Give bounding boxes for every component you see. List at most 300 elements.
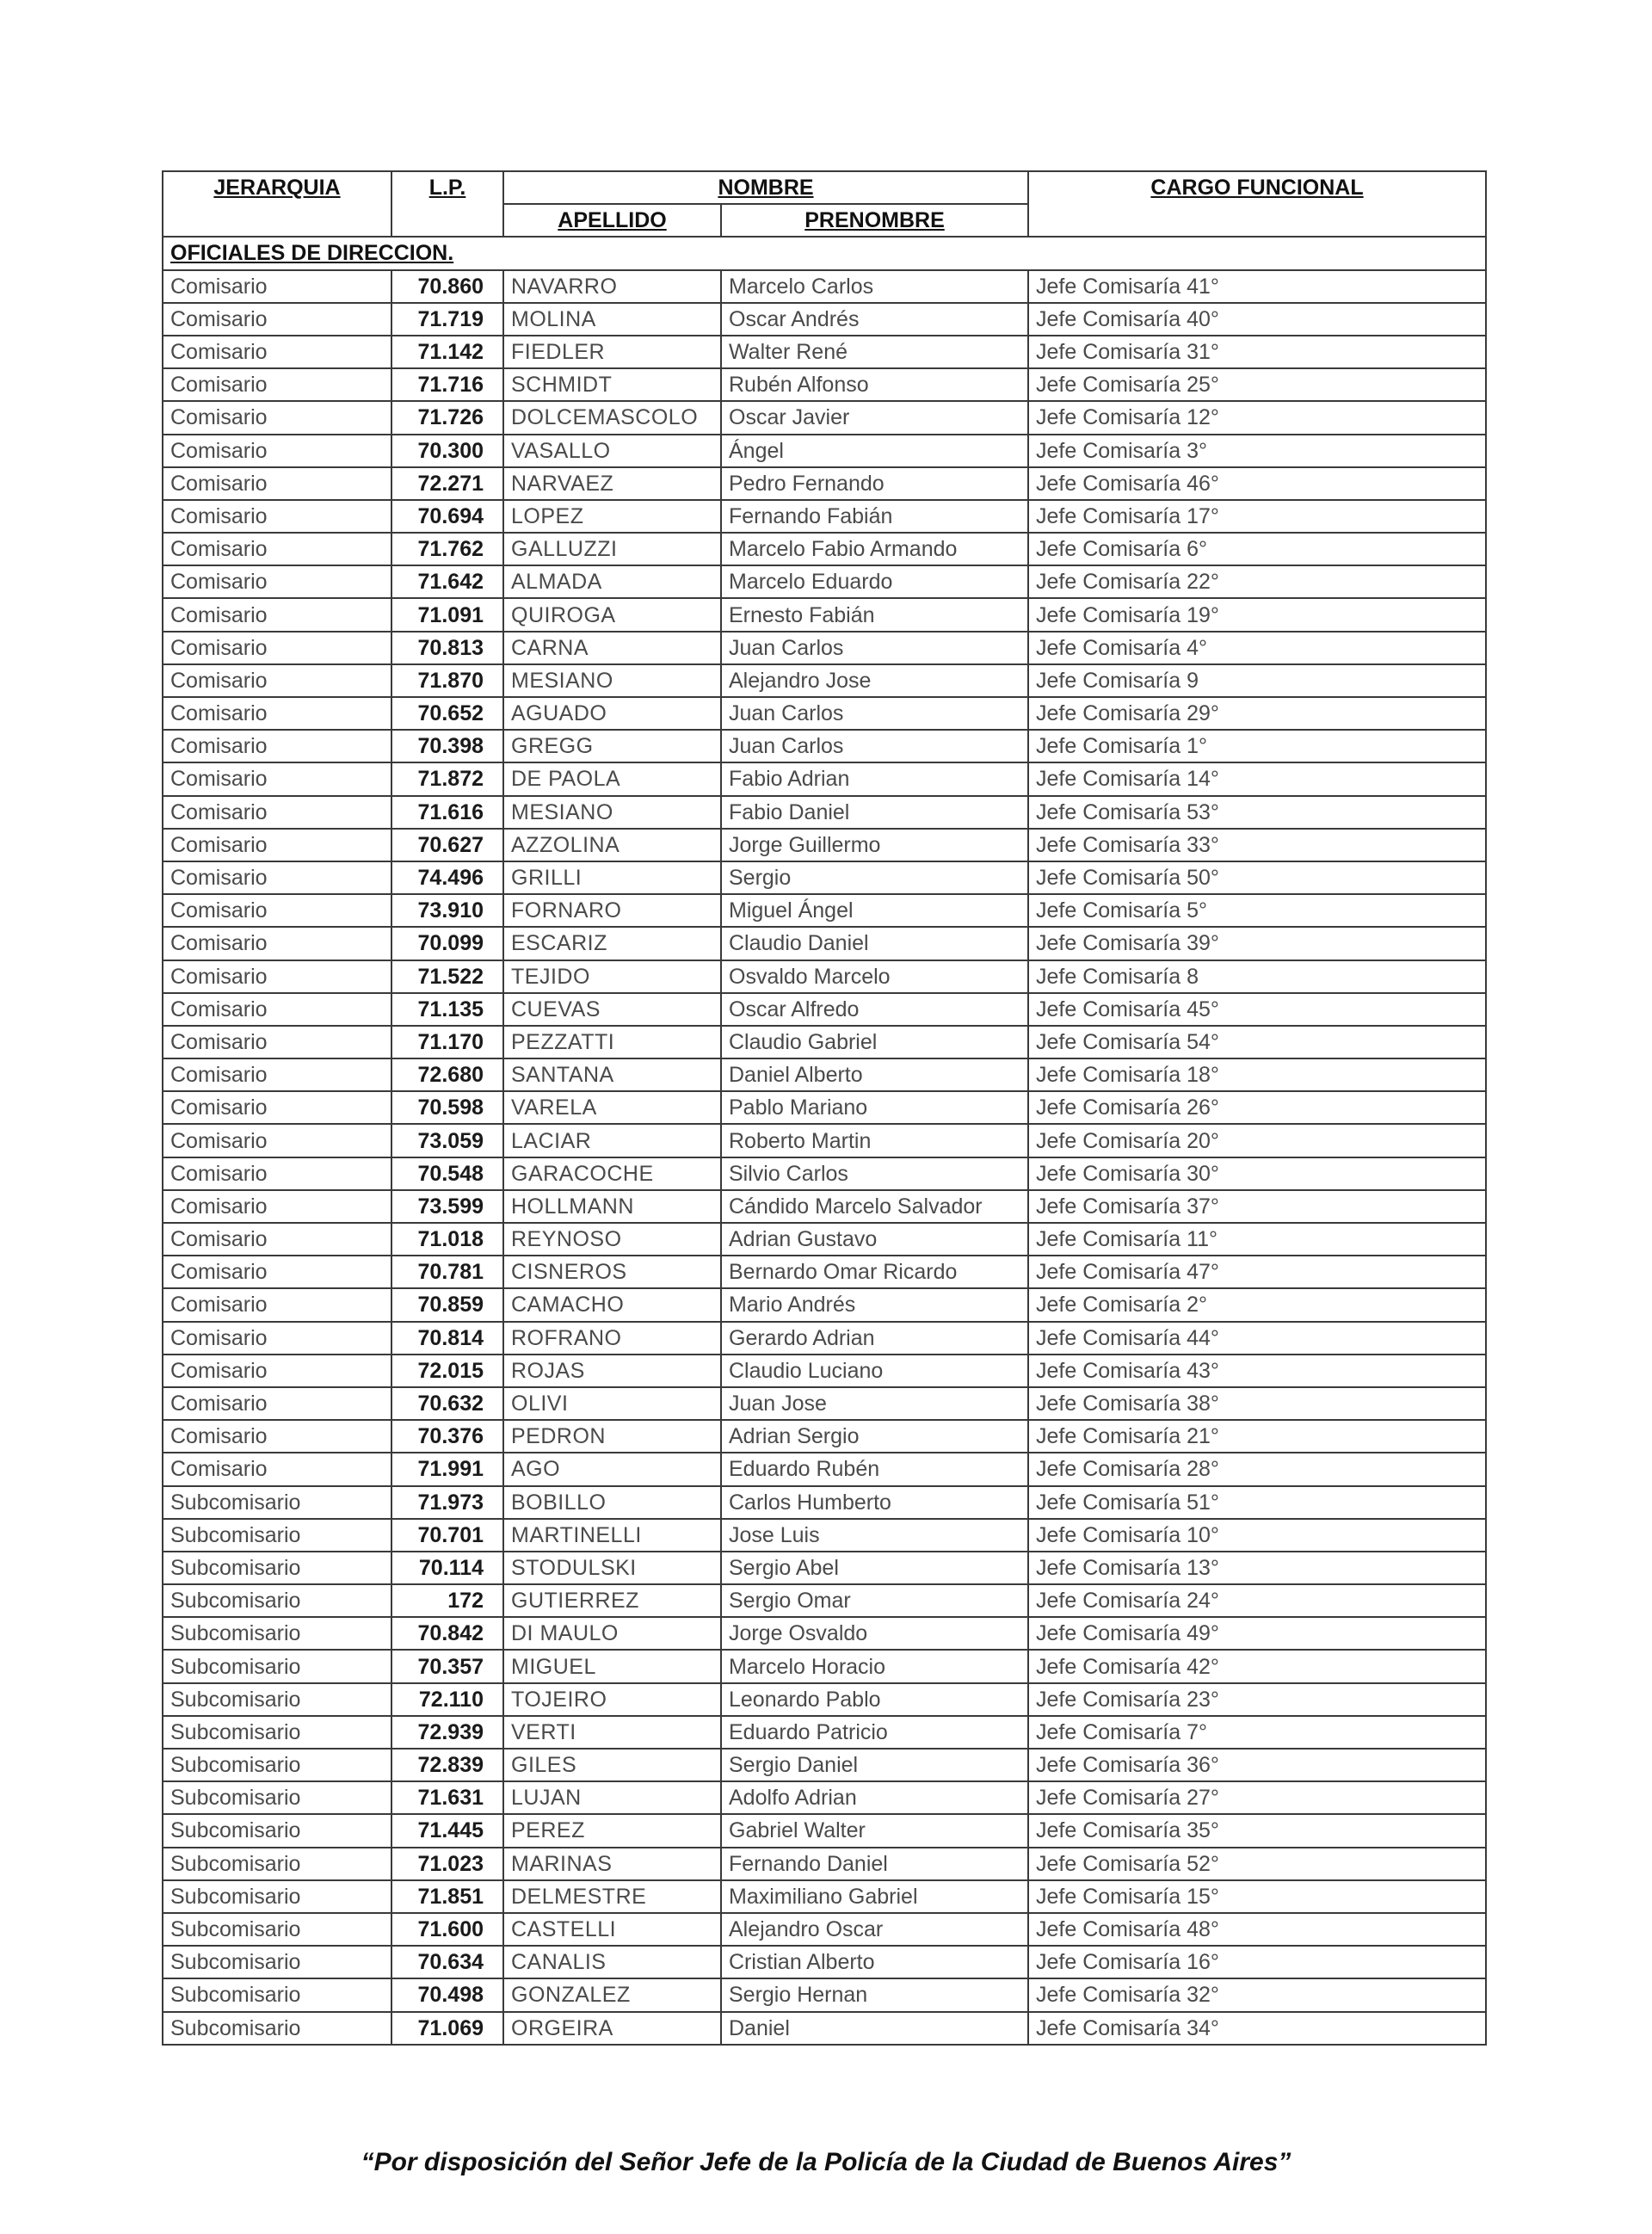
cell-jerarquia: Comisario — [163, 1288, 391, 1321]
table-row — [163, 1781, 1486, 1814]
cell-prenombre: Gerardo Adrian — [721, 1322, 1028, 1355]
cell-lp: 70.300 — [391, 435, 503, 467]
table-row — [163, 1978, 1486, 2011]
cell-apellido: QUIROGA — [503, 598, 721, 631]
table-row — [163, 401, 1486, 434]
table-row — [163, 1091, 1486, 1124]
cell-jerarquia: Subcomisario — [163, 1716, 391, 1749]
cell-jerarquia: Subcomisario — [163, 1781, 391, 1814]
cell-jerarquia: Comisario — [163, 762, 391, 795]
cell-prenombre: Ángel — [721, 435, 1028, 467]
cell-prenombre: Juan Carlos — [721, 697, 1028, 730]
section-title: OFICIALES DE DIRECCION. — [163, 237, 1486, 269]
cell-lp: 70.859 — [391, 1288, 503, 1321]
cell-lp: 71.716 — [391, 368, 503, 401]
cell-cargo: Jefe Comisaría 50° — [1028, 861, 1486, 894]
cell-jerarquia: Comisario — [163, 401, 391, 434]
cell-apellido: LUJAN — [503, 1781, 721, 1814]
table-row — [163, 1584, 1486, 1617]
cell-cargo: Jefe Comisaría 47° — [1028, 1256, 1486, 1288]
cell-cargo: Jefe Comisaría 5° — [1028, 894, 1486, 927]
table-row — [163, 1617, 1486, 1650]
cell-apellido: ALMADA — [503, 565, 721, 598]
table-row — [163, 1124, 1486, 1157]
cell-apellido: CISNEROS — [503, 1256, 721, 1288]
cell-apellido: NARVAEZ — [503, 467, 721, 500]
cell-lp: 71.142 — [391, 336, 503, 368]
cell-apellido: AGO — [503, 1453, 721, 1485]
cell-prenombre: Sergio Hernan — [721, 1978, 1028, 2011]
cell-cargo: Jefe Comisaría 16° — [1028, 1946, 1486, 1978]
table-row — [163, 1716, 1486, 1749]
cell-jerarquia: Comisario — [163, 270, 391, 303]
table-row — [163, 960, 1486, 993]
cell-prenombre: Ernesto Fabián — [721, 598, 1028, 631]
cell-jerarquia: Subcomisario — [163, 1683, 391, 1716]
table-row — [163, 861, 1486, 894]
cell-jerarquia: Comisario — [163, 1157, 391, 1190]
cell-lp: 71.726 — [391, 401, 503, 434]
cell-cargo: Jefe Comisaría 31° — [1028, 336, 1486, 368]
cell-jerarquia: Comisario — [163, 697, 391, 730]
cell-apellido: LOPEZ — [503, 500, 721, 533]
cell-apellido: TOJEIRO — [503, 1683, 721, 1716]
cell-jerarquia: Comisario — [163, 467, 391, 500]
cell-prenombre: Rubén Alfonso — [721, 368, 1028, 401]
table-row — [163, 533, 1486, 565]
cell-jerarquia: Subcomisario — [163, 1913, 391, 1946]
table-row — [163, 500, 1486, 533]
cell-jerarquia: Subcomisario — [163, 1519, 391, 1552]
table-row — [163, 1486, 1486, 1519]
cell-apellido: LACIAR — [503, 1124, 721, 1157]
header-apellido: APELLIDO — [503, 204, 721, 237]
cell-lp: 73.599 — [391, 1190, 503, 1223]
cell-apellido: GREGG — [503, 730, 721, 762]
table-row — [163, 303, 1486, 336]
cell-lp: 71.445 — [391, 1814, 503, 1847]
cell-prenombre: Fernando Daniel — [721, 1848, 1028, 1880]
cell-jerarquia: Comisario — [163, 1322, 391, 1355]
cell-prenombre: Fabio Adrian — [721, 762, 1028, 795]
cell-lp: 71.135 — [391, 993, 503, 1026]
cell-apellido: REYNOSO — [503, 1223, 721, 1256]
cell-cargo: Jefe Comisaría 54° — [1028, 1026, 1486, 1058]
cell-cargo: Jefe Comisaría 4° — [1028, 632, 1486, 664]
cell-jerarquia: Subcomisario — [163, 1617, 391, 1650]
cell-lp: 71.091 — [391, 598, 503, 631]
cell-lp: 70.099 — [391, 927, 503, 960]
cell-lp: 70.357 — [391, 1650, 503, 1682]
cell-lp: 70.398 — [391, 730, 503, 762]
cell-apellido: MARTINELLI — [503, 1519, 721, 1552]
table-row — [163, 598, 1486, 631]
cell-prenombre: Cándido Marcelo Salvador — [721, 1190, 1028, 1223]
cell-lp: 70.498 — [391, 1978, 503, 2011]
cell-jerarquia: Subcomisario — [163, 1848, 391, 1880]
table-row — [163, 435, 1486, 467]
cell-jerarquia: Subcomisario — [163, 1584, 391, 1617]
cell-cargo: Jefe Comisaría 7° — [1028, 1716, 1486, 1749]
table-row — [163, 796, 1486, 829]
cell-lp: 73.059 — [391, 1124, 503, 1157]
cell-jerarquia: Comisario — [163, 861, 391, 894]
cell-prenombre: Adolfo Adrian — [721, 1781, 1028, 1814]
cell-apellido: BOBILLO — [503, 1486, 721, 1519]
cell-cargo: Jefe Comisaría 9 — [1028, 664, 1486, 697]
cell-lp: 73.910 — [391, 894, 503, 927]
cell-cargo: Jefe Comisaría 3° — [1028, 435, 1486, 467]
table-row — [163, 336, 1486, 368]
table-row — [163, 368, 1486, 401]
cell-cargo: Jefe Comisaría 40° — [1028, 303, 1486, 336]
section-row — [163, 237, 1486, 269]
table-row — [163, 1223, 1486, 1256]
table-row — [163, 1026, 1486, 1058]
cell-lp: 72.110 — [391, 1683, 503, 1716]
cell-jerarquia: Comisario — [163, 1223, 391, 1256]
cell-apellido: TEJIDO — [503, 960, 721, 993]
table-row — [163, 927, 1486, 960]
cell-jerarquia: Comisario — [163, 927, 391, 960]
cell-cargo: Jefe Comisaría 15° — [1028, 1880, 1486, 1913]
cell-apellido: NAVARRO — [503, 270, 721, 303]
cell-prenombre: Jose Luis — [721, 1519, 1028, 1552]
table-row — [163, 1519, 1486, 1552]
cell-prenombre: Pablo Mariano — [721, 1091, 1028, 1124]
cell-lp: 71.991 — [391, 1453, 503, 1485]
header-row-1 — [163, 171, 1486, 204]
cell-prenombre: Alejandro Jose — [721, 664, 1028, 697]
table-row — [163, 270, 1486, 303]
cell-apellido: PEREZ — [503, 1814, 721, 1847]
cell-jerarquia: Comisario — [163, 336, 391, 368]
cell-apellido: ROJAS — [503, 1355, 721, 1387]
cell-cargo: Jefe Comisaría 27° — [1028, 1781, 1486, 1814]
footer-disposition: “Por disposición del Señor Jefe de la Policía de la Ciudad de Buenos Aires” — [361, 2148, 1291, 2176]
cell-lp: 172 — [391, 1584, 503, 1617]
cell-lp: 71.616 — [391, 796, 503, 829]
table-row — [163, 1256, 1486, 1288]
cell-jerarquia: Comisario — [163, 894, 391, 927]
cell-prenombre: Marcelo Horacio — [721, 1650, 1028, 1682]
cell-cargo: Jefe Comisaría 20° — [1028, 1124, 1486, 1157]
cell-cargo: Jefe Comisaría 52° — [1028, 1848, 1486, 1880]
cell-prenombre: Daniel Alberto — [721, 1058, 1028, 1091]
cell-prenombre: Maximiliano Gabriel — [721, 1880, 1028, 1913]
cell-cargo: Jefe Comisaría 33° — [1028, 829, 1486, 861]
cell-prenombre: Carlos Humberto — [721, 1486, 1028, 1519]
cell-jerarquia: Subcomisario — [163, 1946, 391, 1978]
cell-cargo: Jefe Comisaría 14° — [1028, 762, 1486, 795]
cell-prenombre: Claudio Daniel — [721, 927, 1028, 960]
cell-apellido: HOLLMANN — [503, 1190, 721, 1223]
cell-apellido: VERTI — [503, 1716, 721, 1749]
cell-lp: 70.781 — [391, 1256, 503, 1288]
cell-prenombre: Sergio Daniel — [721, 1749, 1028, 1781]
cell-apellido: CAMACHO — [503, 1288, 721, 1321]
table-row — [163, 829, 1486, 861]
cell-apellido: AGUADO — [503, 697, 721, 730]
cell-prenombre: Mario Andrés — [721, 1288, 1028, 1321]
cell-prenombre: Sergio Omar — [721, 1584, 1028, 1617]
cell-prenombre: Claudio Luciano — [721, 1355, 1028, 1387]
cell-apellido: GUTIERREZ — [503, 1584, 721, 1617]
header-jerarquia: JERARQUIA — [163, 171, 391, 237]
table-row — [163, 632, 1486, 664]
cell-prenombre: Fabio Daniel — [721, 796, 1028, 829]
cell-cargo: Jefe Comisaría 49° — [1028, 1617, 1486, 1650]
table-row — [163, 1058, 1486, 1091]
cell-jerarquia: Comisario — [163, 500, 391, 533]
cell-apellido: FIEDLER — [503, 336, 721, 368]
table-row — [163, 565, 1486, 598]
cell-jerarquia: Comisario — [163, 1026, 391, 1058]
cell-apellido: SANTANA — [503, 1058, 721, 1091]
cell-jerarquia: Comisario — [163, 435, 391, 467]
cell-cargo: Jefe Comisaría 36° — [1028, 1749, 1486, 1781]
cell-prenombre: Adrian Gustavo — [721, 1223, 1028, 1256]
cell-prenombre: Eduardo Patricio — [721, 1716, 1028, 1749]
cell-apellido: DOLCEMASCOLO — [503, 401, 721, 434]
table-row — [163, 1190, 1486, 1223]
cell-cargo: Jefe Comisaría 29° — [1028, 697, 1486, 730]
cell-lp: 72.939 — [391, 1716, 503, 1749]
cell-lp: 70.860 — [391, 270, 503, 303]
cell-lp: 71.018 — [391, 1223, 503, 1256]
table-row — [163, 1420, 1486, 1453]
cell-jerarquia: Comisario — [163, 829, 391, 861]
cell-apellido: CASTELLI — [503, 1913, 721, 1946]
cell-apellido: ESCARIZ — [503, 927, 721, 960]
cell-prenombre: Silvio Carlos — [721, 1157, 1028, 1190]
cell-apellido: ROFRANO — [503, 1322, 721, 1355]
cell-jerarquia: Comisario — [163, 960, 391, 993]
cell-prenombre: Marcelo Eduardo — [721, 565, 1028, 598]
cell-jerarquia: Comisario — [163, 368, 391, 401]
cell-cargo: Jefe Comisaría 24° — [1028, 1584, 1486, 1617]
cell-cargo: Jefe Comisaría 42° — [1028, 1650, 1486, 1682]
cell-lp: 70.842 — [391, 1617, 503, 1650]
table-row — [163, 1552, 1486, 1584]
cell-jerarquia: Subcomisario — [163, 1486, 391, 1519]
cell-lp: 70.598 — [391, 1091, 503, 1124]
cell-jerarquia: Comisario — [163, 1124, 391, 1157]
cell-apellido: MESIANO — [503, 796, 721, 829]
cell-prenombre: Bernardo Omar Ricardo — [721, 1256, 1028, 1288]
cell-cargo: Jefe Comisaría 26° — [1028, 1091, 1486, 1124]
table-row — [163, 1848, 1486, 1880]
cell-lp: 70.627 — [391, 829, 503, 861]
cell-jerarquia: Comisario — [163, 632, 391, 664]
cell-cargo: Jefe Comisaría 48° — [1028, 1913, 1486, 1946]
cell-apellido: VARELA — [503, 1091, 721, 1124]
cell-lp: 70.701 — [391, 1519, 503, 1552]
cell-jerarquia: Comisario — [163, 598, 391, 631]
cell-prenombre: Juan Carlos — [721, 730, 1028, 762]
cell-prenombre: Jorge Guillermo — [721, 829, 1028, 861]
cell-cargo: Jefe Comisaría 18° — [1028, 1058, 1486, 1091]
cell-prenombre: Adrian Sergio — [721, 1420, 1028, 1453]
cell-jerarquia: Comisario — [163, 1387, 391, 1420]
cell-apellido: FORNARO — [503, 894, 721, 927]
table-row — [163, 1880, 1486, 1913]
cell-lp: 72.271 — [391, 467, 503, 500]
cell-jerarquia: Comisario — [163, 664, 391, 697]
cell-cargo: Jefe Comisaría 37° — [1028, 1190, 1486, 1223]
table-row — [163, 1355, 1486, 1387]
cell-cargo: Jefe Comisaría 19° — [1028, 598, 1486, 631]
cell-cargo: Jefe Comisaría 25° — [1028, 368, 1486, 401]
table-row — [163, 762, 1486, 795]
cell-jerarquia: Subcomisario — [163, 1978, 391, 2011]
cell-apellido: ORGEIRA — [503, 2012, 721, 2045]
table-row — [163, 1650, 1486, 1682]
cell-lp: 71.762 — [391, 533, 503, 565]
cell-prenombre: Oscar Javier — [721, 401, 1028, 434]
cell-lp: 74.496 — [391, 861, 503, 894]
table-row — [163, 664, 1486, 697]
cell-jerarquia: Subcomisario — [163, 1814, 391, 1847]
cell-cargo: Jefe Comisaría 51° — [1028, 1486, 1486, 1519]
cell-jerarquia: Subcomisario — [163, 1650, 391, 1682]
cell-prenombre: Gabriel Walter — [721, 1814, 1028, 1847]
cell-cargo: Jefe Comisaría 13° — [1028, 1552, 1486, 1584]
personnel-table — [162, 170, 1487, 2046]
cell-cargo: Jefe Comisaría 11° — [1028, 1223, 1486, 1256]
cell-cargo: Jefe Comisaría 38° — [1028, 1387, 1486, 1420]
cell-cargo: Jefe Comisaría 32° — [1028, 1978, 1486, 2011]
cell-lp: 72.680 — [391, 1058, 503, 1091]
cell-lp: 71.069 — [391, 2012, 503, 2045]
header-lp: L.P. — [391, 171, 503, 237]
cell-lp: 70.114 — [391, 1552, 503, 1584]
cell-prenombre: Cristian Alberto — [721, 1946, 1028, 1978]
cell-jerarquia: Comisario — [163, 796, 391, 829]
cell-apellido: PEZZATTI — [503, 1026, 721, 1058]
table-row — [163, 993, 1486, 1026]
cell-jerarquia: Comisario — [163, 1256, 391, 1288]
cell-apellido: OLIVI — [503, 1387, 721, 1420]
cell-apellido: GARACOCHE — [503, 1157, 721, 1190]
table-row — [163, 1814, 1486, 1847]
cell-lp: 71.642 — [391, 565, 503, 598]
table-row — [163, 730, 1486, 762]
cell-cargo: Jefe Comisaría 22° — [1028, 565, 1486, 598]
table-row — [163, 1387, 1486, 1420]
cell-jerarquia: Comisario — [163, 1355, 391, 1387]
cell-prenombre: Oscar Andrés — [721, 303, 1028, 336]
cell-apellido: MESIANO — [503, 664, 721, 697]
cell-jerarquia: Comisario — [163, 730, 391, 762]
cell-cargo: Jefe Comisaría 2° — [1028, 1288, 1486, 1321]
cell-lp: 70.814 — [391, 1322, 503, 1355]
cell-jerarquia: Comisario — [163, 993, 391, 1026]
cell-lp: 71.870 — [391, 664, 503, 697]
cell-apellido: DE PAOLA — [503, 762, 721, 795]
cell-jerarquia: Comisario — [163, 303, 391, 336]
cell-prenombre: Marcelo Carlos — [721, 270, 1028, 303]
cell-lp: 71.631 — [391, 1781, 503, 1814]
cell-prenombre: Leonardo Pablo — [721, 1683, 1028, 1716]
cell-cargo: Jefe Comisaría 28° — [1028, 1453, 1486, 1485]
cell-lp: 72.839 — [391, 1749, 503, 1781]
cell-prenombre: Daniel — [721, 2012, 1028, 2045]
cell-jerarquia: Comisario — [163, 1420, 391, 1453]
table-row — [163, 1157, 1486, 1190]
cell-cargo: Jefe Comisaría 43° — [1028, 1355, 1486, 1387]
table-row — [163, 1683, 1486, 1716]
cell-cargo: Jefe Comisaría 39° — [1028, 927, 1486, 960]
cell-lp: 70.694 — [391, 500, 503, 533]
table-row — [163, 697, 1486, 730]
cell-lp: 71.719 — [391, 303, 503, 336]
cell-lp: 70.652 — [391, 697, 503, 730]
table-row — [163, 1453, 1486, 1485]
cell-cargo: Jefe Comisaría 41° — [1028, 270, 1486, 303]
cell-prenombre: Walter René — [721, 336, 1028, 368]
cell-cargo: Jefe Comisaría 30° — [1028, 1157, 1486, 1190]
cell-apellido: CUEVAS — [503, 993, 721, 1026]
header-cargo-funcional: CARGO FUNCIONAL — [1028, 171, 1486, 237]
header-prenombre: PRENOMBRE — [721, 204, 1028, 237]
cell-cargo: Jefe Comisaría 46° — [1028, 467, 1486, 500]
cell-prenombre: Oscar Alfredo — [721, 993, 1028, 1026]
cell-lp: 70.548 — [391, 1157, 503, 1190]
cell-lp: 70.376 — [391, 1420, 503, 1453]
cell-jerarquia: Comisario — [163, 1091, 391, 1124]
cell-lp: 71.522 — [391, 960, 503, 993]
cell-lp: 71.872 — [391, 762, 503, 795]
cell-apellido: CANALIS — [503, 1946, 721, 1978]
cell-jerarquia: Comisario — [163, 1453, 391, 1485]
cell-cargo: Jefe Comisaría 21° — [1028, 1420, 1486, 1453]
table-row — [163, 1288, 1486, 1321]
cell-prenombre: Osvaldo Marcelo — [721, 960, 1028, 993]
cell-apellido: DI MAULO — [503, 1617, 721, 1650]
cell-cargo: Jefe Comisaría 34° — [1028, 2012, 1486, 2045]
cell-lp: 70.813 — [391, 632, 503, 664]
cell-apellido: GALLUZZI — [503, 533, 721, 565]
cell-prenombre: Jorge Osvaldo — [721, 1617, 1028, 1650]
cell-apellido: CARNA — [503, 632, 721, 664]
cell-lp: 71.973 — [391, 1486, 503, 1519]
table-row — [163, 1913, 1486, 1946]
cell-cargo: Jefe Comisaría 23° — [1028, 1683, 1486, 1716]
cell-cargo: Jefe Comisaría 53° — [1028, 796, 1486, 829]
cell-prenombre: Marcelo Fabio Armando — [721, 533, 1028, 565]
cell-apellido: GILES — [503, 1749, 721, 1781]
cell-lp: 71.600 — [391, 1913, 503, 1946]
table-row — [163, 1946, 1486, 1978]
cell-apellido: AZZOLINA — [503, 829, 721, 861]
cell-apellido: GRILLI — [503, 861, 721, 894]
header-nombre: NOMBRE — [503, 171, 1028, 204]
cell-cargo: Jefe Comisaría 12° — [1028, 401, 1486, 434]
cell-cargo: Jefe Comisaría 45° — [1028, 993, 1486, 1026]
table-row — [163, 1322, 1486, 1355]
cell-prenombre: Miguel Ángel — [721, 894, 1028, 927]
cell-apellido: MIGUEL — [503, 1650, 721, 1682]
cell-cargo: Jefe Comisaría 35° — [1028, 1814, 1486, 1847]
cell-lp: 71.023 — [391, 1848, 503, 1880]
cell-prenombre: Eduardo Rubén — [721, 1453, 1028, 1485]
cell-jerarquia: Subcomisario — [163, 1749, 391, 1781]
cell-jerarquia: Comisario — [163, 565, 391, 598]
cell-cargo: Jefe Comisaría 6° — [1028, 533, 1486, 565]
cell-jerarquia: Subcomisario — [163, 2012, 391, 2045]
cell-prenombre: Juan Carlos — [721, 632, 1028, 664]
